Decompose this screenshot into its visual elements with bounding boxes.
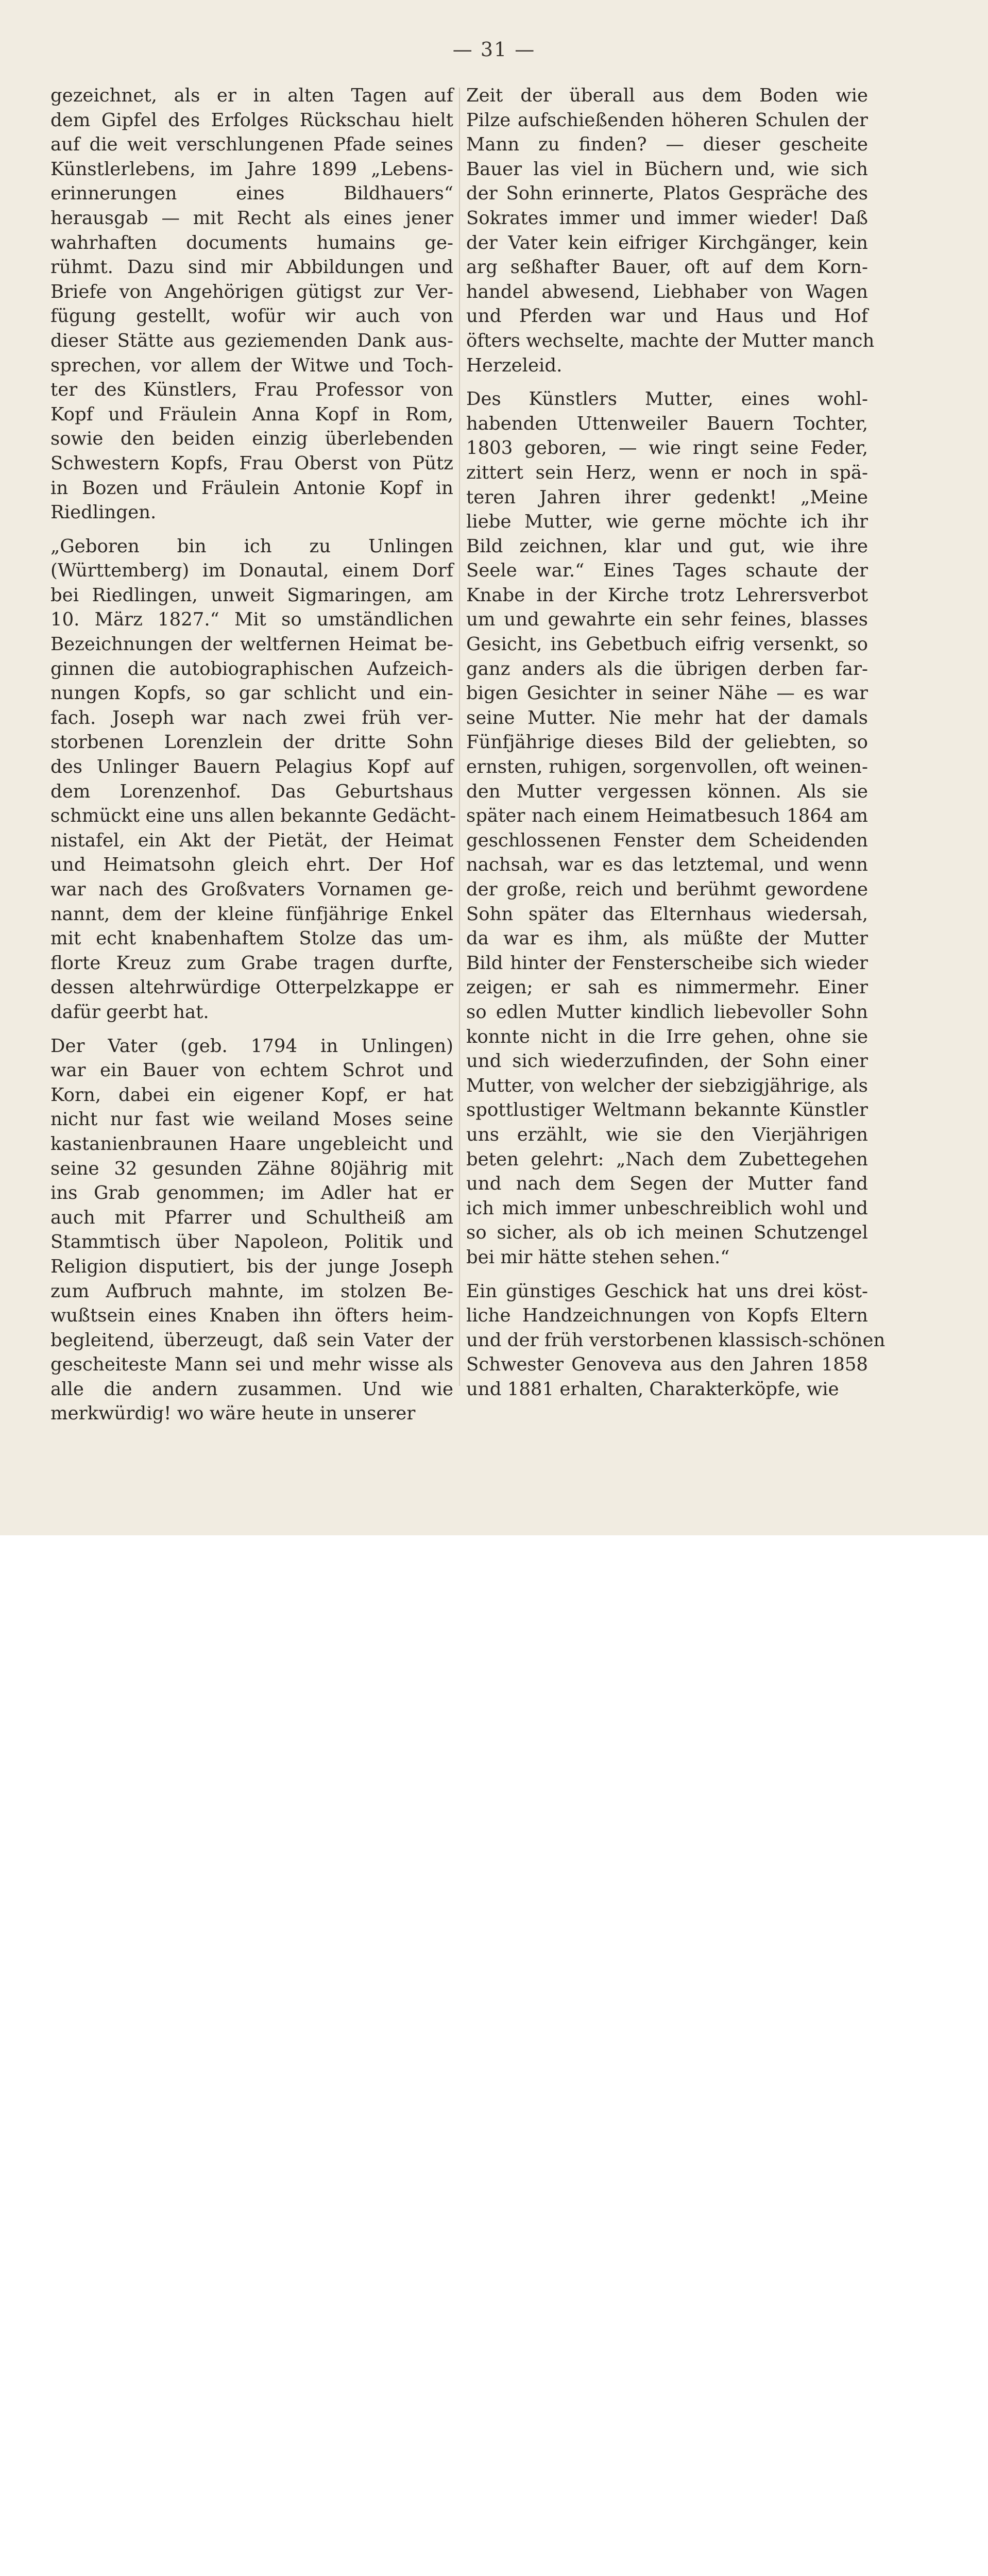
text-line: ter des Künstlers, Frau Professor von	[50, 379, 453, 401]
text-line: Schwester Genoveva aus den Jahren 1858	[466, 1354, 868, 1376]
text-line: öfters wechselte, machte der Mutter manch	[466, 330, 875, 351]
text-line: den Mutter vergessen können. Als sie	[466, 781, 868, 802]
text-line: Sokrates immer und immer wieder! Daß	[466, 207, 868, 229]
text-line: Bauer las viel in Büchern und, wie sich	[466, 158, 868, 180]
text-line: rühmt. Dazu sind mir Abbildungen und	[50, 257, 453, 278]
text-line: begleitend, überzeugt, daß sein Vater der	[50, 1329, 453, 1351]
text-line: nachsah, war es das letztemal, und wenn	[466, 854, 868, 876]
text-line: seine Mutter. Nie mehr hat der damals	[466, 707, 868, 728]
text-line: um und gewahrte ein sehr feines, blasses	[466, 609, 868, 631]
text-line: sprechen, vor allem der Witwe und Toch-	[50, 354, 453, 376]
text-line: bei mir hätte stehen sehen.“	[466, 1246, 730, 1268]
text-line: Herzeleid.	[466, 354, 563, 376]
text-line: Korn, dabei ein eigener Kopf, er hat	[50, 1084, 453, 1106]
text-line: Des Künstlers Mutter, eines wohl-	[466, 388, 868, 410]
text-line: gezeichnet, als er in alten Tagen auf	[50, 85, 453, 106]
text-line: Künstlerlebens, im Jahre 1899 „Lebens-	[50, 158, 453, 180]
text-line: florte Kreuz zum Grabe tragen durfte,	[50, 952, 453, 974]
text-line: und Pferden war und Haus und Hof	[466, 306, 868, 327]
text-line: später nach einem Heimatbesuch 1864 am	[466, 805, 868, 827]
text-line: Stammtisch über Napoleon, Politik und	[50, 1231, 453, 1253]
text-line: dieser Stätte aus geziemenden Dank aus-	[50, 330, 453, 351]
text-line: 1803 geboren, — wie ringt seine Feder,	[466, 437, 868, 459]
text-line: schmückt eine uns allen bekannte Gedächt-	[50, 805, 456, 827]
text-line: seine 32 gesunden Zähne 80jährig mit	[50, 1158, 453, 1179]
text-line: auf die weit verschlungenen Pfade seines	[50, 134, 453, 156]
text-line: so sicher, als ob ich meinen Schutzengel	[466, 1222, 868, 1244]
text-line: (Württemberg) im Donautal, einem Dorf	[50, 560, 453, 582]
text-line: war ein Bauer von echtem Schrot und	[50, 1060, 453, 1081]
text-line: handel abwesend, Liebhaber von Wagen	[466, 281, 868, 302]
text-line: und nach dem Segen der Mutter fand	[466, 1173, 868, 1195]
text-line: Mann zu finden? — dieser gescheite	[466, 134, 868, 156]
text-line: zeigen; er sah es nimmermehr. Einer	[466, 977, 868, 998]
text-line: spottlustiger Weltmann bekannte Künstler	[466, 1099, 868, 1121]
text-line: und Heimatsohn gleich ehrt. Der Hof	[50, 854, 453, 876]
text-line: beten gelehrt: „Nach dem Zubettegehen	[466, 1148, 868, 1170]
text-line: bigen Gesichter in seiner Nähe — es war	[466, 683, 868, 704]
text-line: auch mit Pfarrer und Schultheiß am	[50, 1207, 453, 1228]
text-line: Briefe von Angehörigen gütigst zur Ver-	[50, 281, 453, 302]
text-line: mit echt knabenhaftem Stolze das um-	[50, 928, 453, 950]
text-line: storbenen Lorenzlein der dritte Sohn	[50, 732, 453, 753]
text-line: und der früh verstorbenen klassisch-schönen	[466, 1329, 885, 1351]
text-line: wahrhaften documents humains ge-	[50, 232, 453, 253]
column-divider	[459, 88, 460, 1386]
text-line: 10. März 1827.“ Mit so umständlichen	[50, 609, 453, 631]
text-line: Kopf und Fräulein Anna Kopf in Rom,	[50, 403, 453, 425]
text-line: „Geboren bin ich zu Unlingen	[50, 535, 453, 557]
text-line: uns erzählt, wie sie den Vierjährigen	[466, 1124, 868, 1145]
text-line: dessen altehrwürdige Otterpelzkappe er	[50, 977, 453, 998]
text-line: Schwestern Kopfs, Frau Oberst von Pütz	[50, 452, 453, 474]
text-line: ins Grab genommen; im Adler hat er	[50, 1182, 453, 1204]
text-line: habenden Uttenweiler Bauern Tochter,	[466, 413, 868, 434]
text-line: nistafel, ein Akt der Pietät, der Heimat	[50, 829, 453, 851]
text-line: zittert sein Herz, wenn er noch in spä-	[466, 462, 868, 483]
text-line: zum Aufbruch mahnte, im stolzen Be-	[50, 1280, 453, 1302]
text-line: teren Jahren ihrer gedenkt! „Meine	[466, 486, 868, 508]
text-line: nannt, dem der kleine fünfjährige Enkel	[50, 903, 453, 925]
text-line: Seele war.“ Eines Tages schaute der	[466, 560, 868, 582]
text-line: Gesicht, ins Gebetbuch eifrig versenkt, so	[466, 634, 868, 655]
page-number: — 31 —	[452, 38, 536, 61]
text-line: ginnen die autobiographischen Aufzeich-	[50, 658, 453, 680]
text-line: sowie den beiden einzig überlebenden	[50, 428, 453, 450]
text-line: Der Vater (geb. 1794 in Unlingen)	[50, 1035, 453, 1057]
text-line: ganz anders als die übrigen derben far-	[466, 658, 868, 680]
text-line: herausgab — mit Recht als eines jener	[50, 207, 453, 229]
text-line: Ein günstiges Geschick hat uns drei köst-	[466, 1280, 868, 1302]
text-line: Bild zeichnen, klar und gut, wie ihre	[466, 535, 868, 557]
text-line: alle die andern zusammen. Und wie	[50, 1378, 453, 1400]
text-line: des Unlinger Bauern Pelagius Kopf auf	[50, 756, 453, 778]
text-line: ernsten, ruhigen, sorgenvollen, oft weinen-	[466, 756, 868, 778]
text-line: nicht nur fast wie weiland Moses seine	[50, 1109, 453, 1130]
text-line: der große, reich und berühmt gewordene	[466, 879, 868, 900]
text-line: der Vater kein eifriger Kirchgänger, kein	[466, 232, 868, 253]
text-line: Bezeichnungen der weltfernen Heimat be-	[50, 634, 453, 655]
text-line: Fünfjährige dieses Bild der geliebten, so	[466, 732, 868, 753]
text-line: liebe Mutter, wie gerne möchte ich ihr	[466, 511, 868, 533]
text-line: Mutter, von welcher der siebzigjährige, als	[466, 1075, 868, 1096]
text-line: kastanienbraunen Haare ungebleicht und	[50, 1133, 453, 1155]
text-line: nungen Kopfs, so gar schlicht und ein-	[50, 683, 453, 704]
text-line: fügung gestellt, wofür wir auch von	[50, 306, 453, 327]
left-text-column	[50, 83, 456, 1435]
text-line: geschlossenen Fenster dem Scheidenden	[466, 829, 868, 851]
text-line: der Sohn erinnerte, Platos Gespräche des	[466, 183, 868, 205]
text-line: merkwürdig! wo wäre heute in unserer	[50, 1403, 416, 1425]
text-line: erinnerungen eines Bildhauers“	[50, 183, 453, 205]
text-line: ich mich immer unbeschreiblich wohl und	[466, 1197, 868, 1219]
right-text-column	[466, 83, 885, 1411]
text-line: und sich wiederzufinden, der Sohn einer	[466, 1050, 868, 1072]
text-line: Zeit der überall aus dem Boden wie	[466, 85, 868, 106]
text-line: in Bozen und Fräulein Antonie Kopf in	[50, 477, 453, 499]
text-line: fach. Joseph war nach zwei früh ver-	[50, 707, 453, 728]
text-line: da war es ihm, als müßte der Mutter	[466, 928, 868, 950]
text-line: liche Handzeichnungen von Kopfs Eltern	[466, 1305, 868, 1327]
footer-bar	[0, 1535, 988, 1601]
text-line: gescheiteste Mann sei und mehr wisse als	[50, 1354, 453, 1376]
text-line: war nach des Großvaters Vornamen ge-	[50, 879, 453, 900]
text-line: Religion disputiert, bis der junge Joseph	[50, 1256, 453, 1277]
text-line: und 1881 erhalten, Charakterköpfe, wie	[466, 1378, 839, 1400]
text-line: Bild hinter der Fensterscheibe sich wieder	[466, 952, 868, 974]
text-line: arg seßhafter Bauer, oft auf dem Korn-	[466, 257, 868, 278]
text-line: wußtsein eines Knaben ihn öfters heim-	[50, 1305, 453, 1327]
text-line: dem Gipfel des Erfolges Rückschau hielt	[50, 109, 453, 131]
text-line: dem Lorenzenhof. Das Geburtshaus	[50, 781, 453, 802]
text-line: Riedlingen.	[50, 502, 157, 523]
text-line: dafür geerbt hat.	[50, 1001, 209, 1023]
text-line: so edlen Mutter kindlich liebevoller Sohn	[466, 1001, 868, 1023]
text-line: Pilze aufschießenden höheren Schulen der	[466, 109, 868, 131]
text-line: konnte nicht in die Irre gehen, ohne sie	[466, 1026, 868, 1047]
text-line: Knabe in der Kirche trotz Lehrersverbot	[466, 584, 868, 606]
text-line: bei Riedlingen, unweit Sigmaringen, am	[50, 584, 453, 606]
text-line: Sohn später das Elternhaus wiedersah,	[466, 903, 868, 925]
